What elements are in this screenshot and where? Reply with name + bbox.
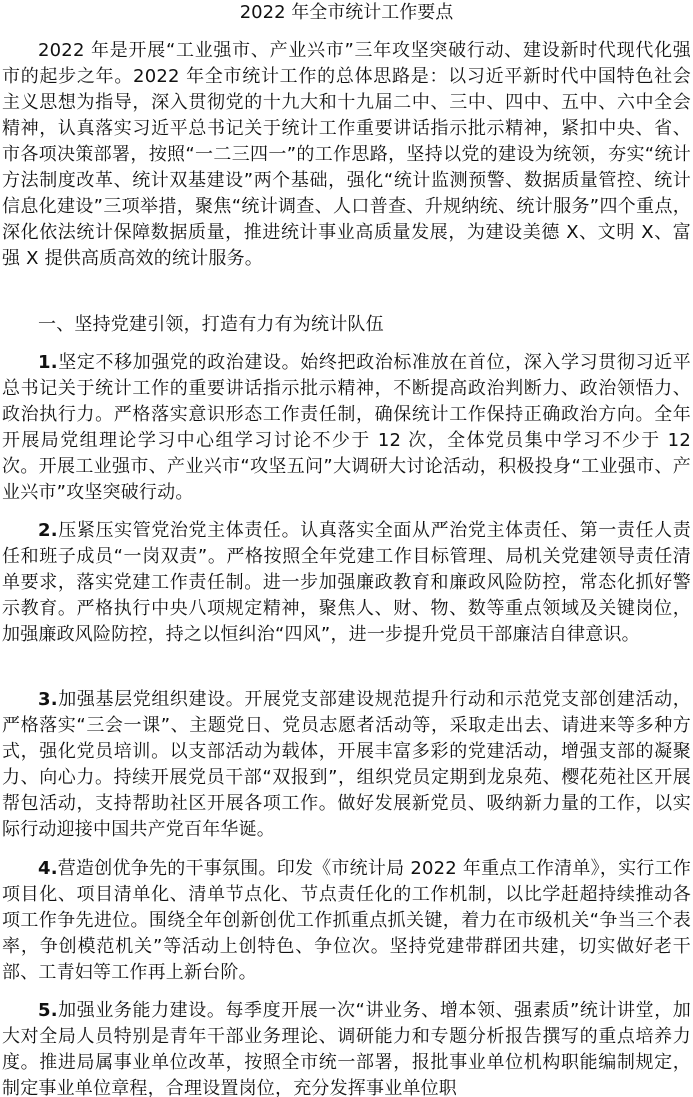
section-heading: 一、坚持党建引领，打造有力有为统计队伍 <box>38 314 384 335</box>
item-4-paragraph <box>2 856 691 986</box>
item-2-number: 2. <box>38 520 58 541</box>
item-1-text: 坚定不移加强党的政治建设。始终把政治标准放在首位，深入学习贯彻习近平总书记关于统计工作的重要讲话指示批示精神，不断提高政治判断力、政治领悟力、政治执行力。严格落实意识形态工作责任制，确保统计工作保持正确政治方向。全年开展局党组理论学习中心组学习讨论不少于 12 次，全体党员集中学习不少于 12 次。开展工业强市、产业兴市“攻坚五问”大调研大讨论活动，积极投身“工业强市、产业兴市”攻坚突破行动。 <box>2 352 691 503</box>
item-4-text: 营造创优争先的干事氛围。印发《市统计局 2022 年重点工作清单》，实行工作项目化、项目清单化、清单节点化、节点责任化的工作机制，以比学赶超持续推动各项工作争先进位。围绕全年创新创优工作抓重点抓关键，着力在市级机关“争当三个表率，争创模范机关”等活动上创特色、争位次。坚持党建带群团共建，切实做好老干部、工青妇等工作再上新台阶。 <box>2 858 691 983</box>
item-4-number: 4. <box>38 858 58 879</box>
item-5-number: 5. <box>38 1000 58 1021</box>
document-title: 2022 年全市统计工作要点 <box>239 2 454 23</box>
item-5-text: 加强业务能力建设。每季度开展一次“讲业务、增本领、强素质”统计讲堂，加大对全局人员特别是青年干部业务理论、调研能力和专题分析报告撰写的重点培养力度。推进局属事业单位改革，按照全市统一部署，报批事业单位机构职能编制规定，制定事业单位章程，合理设置岗位，充分发挥事业单位职 <box>2 1000 691 1097</box>
item-2-text: 压紧压实管党治党主体责任。认真落实全面从严治党主体责任、第一责任人责任和班子成员“一岗双责”。严格按照全年党建工作目标管理、局机关党建领导责任清单要求，落实党建工作责任制。进一步加强廉政教育和廉政风险防控，常态化抓好警示教育。严格执行中央八项规定精神，聚焦人、财、物、数等重点领域及关键岗位，加强廉政风险防控，持之以恒纠治“四风”，进一步提升党员干部廉洁自律意识。 <box>2 520 691 645</box>
item-3-number: 3. <box>38 689 58 710</box>
item-3-paragraph <box>2 687 691 843</box>
item-1-paragraph <box>2 350 691 506</box>
item-5-paragraph <box>2 998 691 1097</box>
item-2-paragraph <box>2 518 691 648</box>
item-1-number: 1. <box>38 352 58 373</box>
intro-paragraph: 2022 年是开展“工业强市、产业兴市”三年攻坚突破行动、建设新时代现代化强市的起步之年。2022 年全市统计工作的总体思路是：以习近平新时代中国特色社会主义思想为指导，深入贯彻党的十九大和十九届二中、三中、四中、五中、六中全会精神，认真落实习近平总书记关于统计工作重要讲话指示批示精神，紧扣中央、省、市各项决策部署，按照“一二三四一”的工作思路，坚持以党的建设为统领，夯实“统计方法制度改革、统计双基建设”两个基础，强化“统计监测预警、数据质量管控、统计信息化建设”三项举措，聚焦“统计调查、人口普查、升规纳统、统计服务”四个重点，深化依法统计保障数据质量，推进统计事业高质量发展，为建设美德 X、文明 X、富强 X 提供高质高效的统计服务。 <box>2 40 691 269</box>
item-3-text: 加强基层党组织建设。开展党支部建设规范提升行动和示范党支部创建活动，严格落实“三会一课”、主题党日、党员志愿者活动等，采取走出去、请进来等多种方式，强化党员培训。以支部活动为载体，开展丰富多彩的党建活动，增强支部的凝聚力、向心力。持续开展党员干部“双报到”，组织党员定期到龙泉苑、樱花苑社区开展帮包活动，支持帮助社区开展各项工作。做好发展新党员、吸纳新力量的工作，以实际行动迎接中国共产党百年华诞。 <box>2 689 691 840</box>
